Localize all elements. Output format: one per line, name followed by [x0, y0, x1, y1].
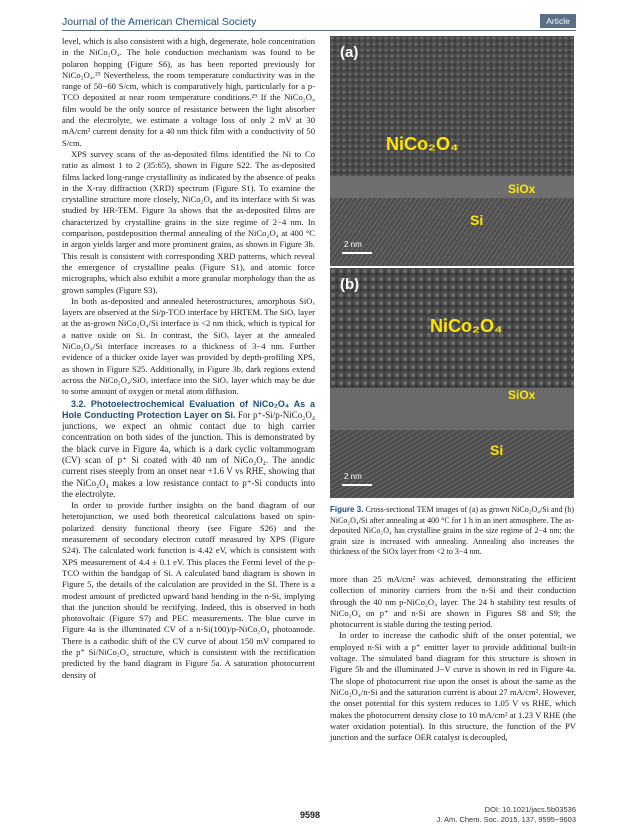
figure-caption — [330, 505, 574, 558]
paragraph: level, which is also consistent with a high, degenerate, hole concentration in the NiCo₂O₄. The hole conduction mechanism was found to be polaron hopping (Figure S6), as has been reported previously for NiCo₂O₄.²⁹ Nevertheless, the room temperature conductivity was in the range of 50−60 S/cm, which is comparatively high, particularly for a p-TCO deposited at near room temperature conditions.²⁹ If the NiCo₂O₄ film would be the only source of resistance between the light absorber and the electrolyte, we estimate a voltage loss of only 2 mV at 30 mA/cm² current density for a 40 nm thick film with a conductivity of 50 S/cm. — [62, 36, 315, 148]
article-badge: Article — [540, 14, 576, 28]
tem-panel-b — [330, 268, 574, 498]
panel-a-label: (a) — [340, 44, 359, 61]
section-heading — [62, 399, 315, 501]
citation: J. Am. Chem. Soc. 2015, 137, 9595−9603 — [436, 814, 576, 824]
panel-a-scale-text: 2 nm — [344, 240, 362, 249]
caption-text: Cross-sectional TEM images of (a) as grown NiCo₂O₄/Si and (b) NiCo₂O₄/Si after annealing at 400 °C for 1 h in an inert atmosphere. The as-deposited NiCo₂O₄ has crystalline grains in the size regime of 2−4 nm; the grain size is increased with annealing. Annealing also increases the thickness of the SiOx layer from <2 to 3−4 nm. — [330, 505, 575, 557]
panel-b-scale-text: 2 nm — [344, 472, 362, 481]
right-column — [330, 574, 576, 743]
caption-label: Figure 3. — [330, 505, 364, 514]
paragraph: more than 25 mA/cm² was achieved, demonstrating the efficient collection of minority carriers from the n-Si and their conduction through the 40 nm p-NiCo₂O₄ layer. The 24 h stability test results of NiCo₂O₄ on p⁺ and n-Si are shown in Figures S8 and S9; the photocurrent is stable during the testing period. — [330, 574, 576, 630]
panel-a-nico-label: NiCo₂O₄ — [386, 134, 459, 154]
page-number: 9598 — [300, 810, 321, 820]
tem-panel-a — [330, 36, 574, 266]
panel-b-siox-label: SiOx — [508, 388, 536, 402]
footer-doi — [437, 805, 576, 824]
panel-a-siox-label: SiOx — [508, 182, 536, 196]
paragraph: For p⁺-Si/p-NiCo₂O₄ junctions, we expect an ohmic contact due to high carrier concentration on both sides of the junction. This is demonstrated by the black curve in Figure 4a, which is a dark cyclic voltammogram (CV) scan of p⁺ Si coated with 40 nm of NiCo₂O₄. The anodic current rises steeply from an onset near +1.6 V vs RHE, showing that the NiCo₂O₄ makes a low resistance contact to p⁺-Si conducts into the electrolyte. — [62, 409, 316, 499]
paragraph: In order to provide further insights on the band diagram of our heterojunction, we used both theoretical calculations based on spin-polarized density functional theory (see Figure S26) and the measurement of secondary electron cutoff measured by XPS (Figure S24). The calculated work function is 4.42 eV, which is consistent with XPS measurement of 4.4 ± 0.1 eV. This places the Fermi level of the p-TCO within the bandgap of Si. A calculated band diagram is shown in Figure 5, the details of the calculation are provided in the SI. There is a modest amount of predicted upward band bending in the n-Si, implying that the junction should be rectifying. Indeed, this is observed in both photovoltaic (Figure S7) and PEC measurements. The blue curve in Figure 4a is the illuminated CV of a n-Si(100)/p-NiCo₂O₄ photoanode. There is a cathodic shift of the CV curve of about 150 mV compared to the p⁺ Si/NiCo₂O₄ structure, which is consistent with the rectification predicted by the band diagram in Figure 5a. A saturation photocurrent density of — [62, 500, 315, 680]
panel-b-label: (b) — [340, 276, 360, 293]
panel-b-nico-label: NiCo₂O₄ — [430, 316, 503, 336]
panel-b-si-label: Si — [490, 442, 504, 458]
paragraph: XPS survey scans of the as-deposited films identified the Ni to Co ratio as almost 1 to 2 (35:65), shown in Figure S22. The as-deposited films lacked long-range crystallinity as indicated by the absence of peaks in the X-ray diffraction (XRD) spectrum (Figure S1). To examine the crystalline structure more closely, NiCo₂O₄ and its interface with Si was studied by HR-TEM. Figure 3a shows that the as-deposited films are characterized by crystalline grains in the size regime of 2−4 nm. In comparison, postdeposition thermal annealing of the NiCo₂O₄ at 400 °C in argon yields larger and more prominent grains, as shown in Figure 3b. This result is consistent with corresponding XRD patterns, which reveal the emergence of crystalline peaks (Figure S1), and atomic force micrographs, which also exhibit a more granular morphology than the as grown samples (Figure S3). — [62, 148, 315, 295]
paragraph: In both as-deposited and annealed heterostructures, amorphous SiOₓ layers are observed at the Si/p-TCO interface by HRTEM. The SiOₓ layer at the as-grown NiCo₂O₄/Si interface is <2 nm thick, which is typical for a native oxide on Si. In contrast, the SiOₓ layer at the annealed NiCo₂O₄/Si interface increases to a thickness of 3−4 nm. Further evidence of a thicker oxide layer was provided by depth-profiling XPS, as shown in Figure S25. Additionally, in Figure 3b, dark regions extend across the NiCo₂O₄/SiOₓ interface into the SiOₓ layer which may be due to some amount of oxygen or metal atom diffusion. — [62, 295, 315, 397]
journal-title: Journal of the American Chemical Society — [62, 16, 257, 28]
tem-image-b — [330, 268, 574, 498]
panel-a-si-label: Si — [470, 212, 484, 228]
figure-3 — [330, 36, 574, 498]
left-column — [62, 36, 315, 681]
panel-b-scale-bar — [342, 484, 372, 486]
paragraph: In order to increase the cathodic shift of the onset potential, we employed n-Si with a p⁺ emitter layer to provide additional built-in voltage. The simulated band diagram for this structure is shown in Figure 5b and the illuminated J−V curve is shown in red in Figure 4a. The slope of photocurrent rise upon the onset is about the same as the NiCo₂O₄/n-Si and the saturation current is about 27 mA/cm². However, the onset potential for this system reduces to 1.05 V vs RHE, which makes the photocurrent density close to 10 mA/cm² at 1.23 V RHE (the water oxidation potential). In this structure, the function of the PV junction and the surface OER catalyst is decoupled, — [330, 630, 576, 743]
panel-a-scale-bar — [342, 252, 372, 254]
header-rule — [62, 30, 576, 31]
doi: DOI: 10.1021/jacs.5b03536 — [484, 805, 576, 814]
section-title: 3.2. Photoelectrochemical Evaluation of NiCo₂O₄ As a Hole Conducting Protection Layer on Si. — [62, 398, 315, 420]
